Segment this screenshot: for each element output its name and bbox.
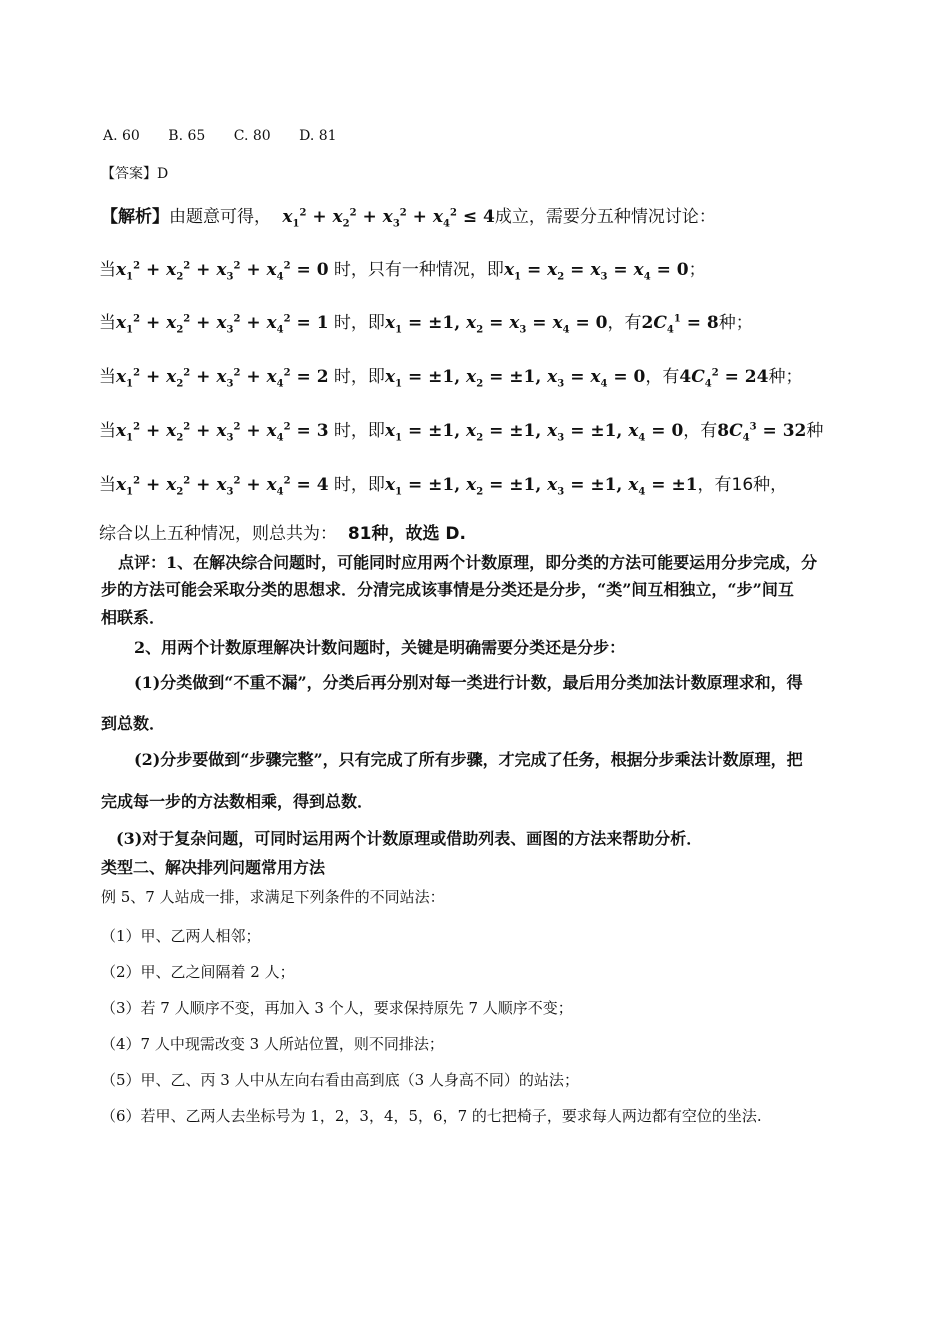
review-p1-l1: 点评：1、在解决综合问题时，可能同时应用两个计数原理，即分类的方法可能要运用分步完成，分 — [118, 553, 818, 572]
review-p3-l1: (1)分类做到“不重不漏”，分类后再分别对每一类进行计数，最后用分类加法计数原理求和，得 — [134, 673, 803, 692]
case-line-3: 当$x_1^2 + x_2^2 + x_3^2 + x_4^2 = 3$ 时，即$x_1 = \pm 1$, $x_2 = \pm 1$, $x_3 = \pm 1$, $x_4 = 0$，有$8C_4^3 = 32$种 — [99, 421, 824, 444]
options-row — [103, 128, 337, 144]
example-stem: 例 5、7 人站成一排，求满足下列条件的不同站法： — [101, 888, 445, 906]
inequality-formula: $x_1^2 + x_2^2 + x_3^2 + x_4^2 \le 4$ — [276, 207, 495, 230]
example-item: （1）甲、乙两人相邻； — [101, 927, 261, 945]
summary-line: 综合以上五种情况，则总共为： 81种，故选 D. — [99, 524, 466, 544]
answer-label: 【答案】 — [101, 166, 157, 182]
example-item: （3）若 7 人顺序不变，再加入 3 个人，要求保持原先 7 人顺序不变； — [101, 999, 573, 1017]
case-values-formula: $x_1 = x_2 = x_3 = x_4 = 0$ — [503, 260, 689, 283]
example-item: （6）若甲、乙两人去坐标号为 1，2，3，4，5，6，7 的七把椅子，要求每人两边都有空位的坐法. — [101, 1107, 762, 1125]
review-p5: (3)对于复杂问题，可同时运用两个计数原理或借助列表、画图的方法来帮助分析． — [116, 829, 703, 848]
case-sum-formula: $x_1^2 + x_2^2 + x_3^2 + x_4^2 = 3$ — [116, 421, 329, 444]
case-sum-formula: $x_1^2 + x_2^2 + x_3^2 + x_4^2 = 4$ — [116, 475, 329, 498]
case-line-2: 当$x_1^2 + x_2^2 + x_3^2 + x_4^2 = 2$ 时，即$x_1 = \pm 1$, $x_2 = \pm 1$, $x_3 = x_4 = 0$，有$4C_4^2 = 24$种； — [99, 367, 803, 390]
case-sum-formula: $x_1^2 + x_2^2 + x_3^2 + x_4^2 = 1$ — [116, 313, 329, 336]
case-line-0: 当$x_1^2 + x_2^2 + x_3^2 + x_4^2 = 0$ 时，只有一种情况，即$x_1 = x_2 = x_3 = x_4 = 0$； — [99, 260, 706, 283]
case-values-formula: $x_1 = \pm 1$, $x_2 = \pm 1$, $x_3 = \pm 1$, $x_4 = \pm 1$ — [384, 475, 698, 498]
analysis-label: 【解析】 — [101, 207, 169, 227]
example-item: （5）甲、乙、丙 3 人中从左向右看由高到底（3 人身高不同）的站法； — [101, 1071, 579, 1089]
option-a: A. 60 — [103, 128, 140, 144]
analysis-intro — [101, 202, 716, 230]
combination-formula: $2C_4^1 = 8$ — [641, 313, 719, 336]
analysis-intro-post: 成立，需要分五种情况讨论： — [494, 207, 716, 227]
section-title: 类型二、解决排列问题常用方法 — [101, 858, 326, 877]
answer-line — [101, 163, 168, 183]
review-p4-l1: (2)分步要做到“步骤完整”，只有完成了所有步骤，才完成了任务，根据分步乘法计数原理，把 — [134, 750, 803, 769]
answer-value: D — [157, 166, 169, 182]
combination-formula: $8C_4^3 = 32$ — [717, 421, 807, 444]
review-p1-l2: 步的方法可能会采取分类的思想求．分清完成该事情是分类还是分步，“类”间互相独立，“步”间互 — [101, 580, 794, 599]
case-values-formula: $x_1 = \pm 1$, $x_2 = \pm 1$, $x_3 = \pm 1$, $x_4 = 0$ — [384, 421, 684, 444]
review-p1-l3: 相联系． — [101, 608, 166, 627]
review-p3-l2: 到总数． — [101, 714, 166, 733]
example-item: （4）7 人中现需改变 3 人所站位置，则不同排法； — [101, 1035, 444, 1053]
case-sum-formula: $x_1^2 + x_2^2 + x_3^2 + x_4^2 = 0$ — [116, 260, 329, 283]
case-values-formula: $x_1 = \pm 1$, $x_2 = x_3 = x_4 = 0$ — [384, 313, 608, 336]
case-line-1: 当$x_1^2 + x_2^2 + x_3^2 + x_4^2 = 1$ 时，即$x_1 = \pm 1$, $x_2 = x_3 = x_4 = 0$，有$2C_4^1 = 8$种； — [99, 313, 753, 336]
case-sum-formula: $x_1^2 + x_2^2 + x_3^2 + x_4^2 = 2$ — [116, 367, 329, 390]
combination-formula: $4C_4^2 = 24$ — [679, 367, 769, 390]
analysis-intro-pre: 由题意可得， — [169, 207, 271, 227]
case-line-4: 当$x_1^2 + x_2^2 + x_3^2 + x_4^2 = 4$ 时，即$x_1 = \pm 1$, $x_2 = \pm 1$, $x_3 = \pm 1$, $x_4 = \pm 1$，有16种， — [99, 475, 788, 498]
review-p4-l2: 完成每一步的方法数相乘，得到总数． — [101, 792, 374, 811]
option-c: C. 80 — [233, 128, 271, 144]
case-values-formula: $x_1 = \pm 1$, $x_2 = \pm 1$, $x_3 = x_4 = 0$ — [384, 367, 646, 390]
option-d: D. 81 — [299, 128, 337, 144]
example-item: （2）甲、乙之间隔着 2 人； — [101, 963, 295, 981]
review-p2: 2、用两个计数原理解决计数问题时，关键是明确需要分类还是分步： — [134, 638, 626, 657]
option-b: B. 65 — [168, 128, 206, 144]
